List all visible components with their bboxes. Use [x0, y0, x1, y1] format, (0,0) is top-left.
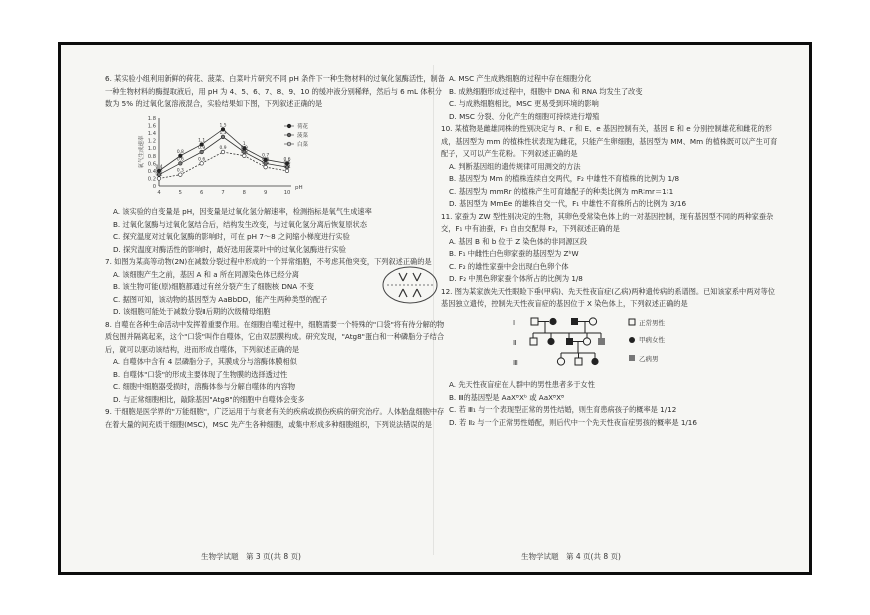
q6-option-d: D. 探究温度对酶活性的影响时，最好选用菠菜叶中的过氧化氢酶进行实验 [113, 244, 346, 254]
legend-entry: 菠菜 [297, 132, 309, 139]
data-label: 0.5 [262, 160, 270, 166]
ph-line-chart [137, 114, 445, 205]
x-tick-label: 8 [242, 189, 246, 196]
q11-option-c: C. F₂ 的雄性家蚕中会出现白色卵个体 [449, 261, 569, 271]
data-label: 0.9 [240, 145, 248, 151]
y-tick-label: 0 [152, 183, 156, 190]
data-label: 0.6 [176, 156, 184, 162]
page-footer-right: 生物学试题 第 4 页(共 8 页) [521, 552, 621, 561]
q12-option-c: C. 若 Ⅲ₁ 与一个表现型正常的男性结婚，则生育患病孩子的概率是 1/12 [449, 405, 677, 414]
data-label: 0.8 [240, 149, 248, 155]
cell-division-diagram [381, 265, 439, 305]
pedigree-male [531, 318, 538, 325]
gen-label-1: Ⅰ [513, 318, 516, 327]
exam-paper [61, 45, 809, 572]
data-label: 1.1 [198, 137, 206, 143]
q7-option-b: B. 该生物可能(原)细胞都通过有丝分裂产生了细胞核 DNA 不变 [113, 282, 314, 291]
q8-option-b: B. 自噬体"口袋"的形成主要体现了生物膜的选择透过性 [113, 369, 288, 379]
x-tick-label: 5 [178, 189, 182, 196]
q12-option-b: B. Ⅲ的基因型是 AaXᴮXᵇ 或 AaXᴮXᴮ [449, 392, 565, 402]
y-tick-label: 0.2 [147, 175, 156, 182]
legend-disease-b-male: 乙病男 [639, 354, 659, 363]
data-label: 0.5 [283, 160, 291, 166]
data-label: 0.9 [219, 145, 227, 151]
pedigree-female-affected [547, 337, 554, 344]
question-8: 8. 自噬在各种生命活动中发挥着重要作用。在细胞自噬过程中，细胞需要一个特殊的"口袋"将有待分解的物质包围并隔离起来，这个"口袋"叫作自噬体，它由双层膜构成。研究发现，"Atg8"蛋白和一种磷脂分子结合后，就可以驱动该结构，进而形成自噬体，下列叙述正确的是 [105, 319, 445, 354]
y-tick-label: 0.6 [147, 160, 156, 167]
data-label: 0.9 [198, 145, 206, 151]
pedigree-male-affected [566, 338, 573, 345]
q6-option-b: B. 过氧化氢酶与过氧化氢结合后，结构发生改变，与过氧化氢分离后恢复原状态 [113, 219, 367, 229]
q9-option-d: D. MSC 分裂、分化产生的细胞可持续进行增殖 [449, 111, 600, 121]
q8-option-d: D. 与正常细胞相比，敲除基因"Atg8"的细胞中自噬体会变多 [113, 394, 305, 404]
y-tick-label: 1.8 [147, 115, 156, 122]
data-label: 0.2 [155, 171, 163, 177]
data-label: 1.3 [219, 130, 227, 136]
q7-option-d: D. 该细胞可能处于减数分裂Ⅱ后期的次级精母细胞 [113, 307, 271, 316]
x-tick-label: 9 [264, 189, 268, 196]
y-axis-label: 氧气生成速率 [139, 134, 145, 169]
pedigree-male-affected [598, 338, 605, 345]
data-label: 0.8 [176, 149, 184, 155]
pedigree-female [583, 337, 590, 344]
chart-svg [137, 114, 337, 200]
right-column [441, 73, 781, 429]
q11-option-d: D. F₂ 中黑色卵家蚕个体所占的比例为 1/8 [449, 274, 583, 283]
q8-option-c: C. 细胞中细胞器受损时，溶酶体参与分解自噬体的内容物 [113, 382, 296, 391]
q12-option-d: D. 若 Ⅱ₂ 与一个正常男性婚配，则后代中一个先天性夜盲症男孩的概率是 1/16 [449, 417, 697, 427]
y-tick-label: 1.0 [147, 145, 156, 152]
y-tick-label: 1.4 [147, 130, 156, 137]
y-tick-label: 0.8 [147, 153, 156, 160]
q10-option-b: B. 基因型为 Mm 的植株连续自交两代，F₂ 中雄性不育植株的比例为 1/8 [449, 174, 680, 183]
pedigree-female-affected [591, 357, 598, 364]
q7-option-c: C. 据图可知，该动物的基因型为 AaBbDD，能产生两种类型的配子 [113, 294, 328, 304]
q8-option-a: A. 自噬体中含有 4 层磷脂分子，其膜成分与溶酶体膜相似 [113, 357, 297, 366]
q9-option-b: B. 成熟细胞形成过程中，细胞中 DNA 和 RNA 均发生了改变 [449, 86, 643, 96]
question-12: 12. 图为某家族先天性眼睑下垂(甲病)、先天性夜盲症(乙病)两种遗传病的系谱图。已知该家系中两对等位基因独立遗传，控制先天性夜盲症的基因位于 X 染色体上，下列叙述正确的是 [441, 286, 775, 308]
data-label: 1 [242, 141, 246, 147]
data-label: 0.6 [262, 156, 270, 162]
data-label: 0.6 [283, 156, 291, 162]
pedigree-chart [511, 313, 781, 378]
legend-disease-a-female: 甲病女性 [639, 335, 665, 344]
q10-option-c: C. 基因型为 mmRr 的植株产生可育雄配子的种类比例为 mR∶mr＝1∶1 [449, 186, 674, 196]
q9-option-a: A. MSC 产生成熟细胞的过程中存在细胞分化 [449, 74, 592, 83]
question-10: 10. 某植物是雌雄同株的性别决定与 R、r 和 E、e 基因控制有关，基因 E 和 e 分别控制雄花和雌花的形成，基因型为 mm 的植株性状表现为雌花，只能产生卵细胞，基因型为 MM、Mm 的植株既可以产生可育配子，又可以产生花粉。下列叙述正确的是 [441, 124, 778, 158]
q12-option-a: A. 先天性夜盲症在人群中的男性患者多于女性 [449, 380, 595, 389]
legend-entry: 荷花 [297, 123, 309, 130]
data-label: 0.4 [283, 164, 291, 170]
data-label: 0.7 [262, 153, 270, 159]
x-tick-label: 6 [200, 189, 204, 196]
pedigree-female [589, 317, 596, 324]
x-tick-label: 7 [221, 189, 225, 196]
q10-option-d: D. 基因型为 MmEe 的雄株自交一代，F₁ 中雄性不育株所占的比例为 3/16 [449, 199, 687, 208]
question-7: 7. 如图为某高等动物(2N)在减数分裂过程中形成的一个异常细胞，不考虑其他突变，下列叙述正确的是 [105, 257, 432, 266]
pedigree-female-affected [549, 317, 556, 324]
question-6: 6. 某实验小组利用新鲜的荷花、菠菜、白菜叶片研究不同 pH 条件下一种生物材料的过氧化氢酶活性，制备一种生物材料的酶提取液后，用 pH 为 4、5、6、7、8、9、10 的缓冲液分别稀释，然后与 6 mL 体积分数为 5% 的过氧化氢溶液混合，实验结果如下图，下列叙述正确的是 [105, 74, 445, 108]
data-label: 0.3 [176, 168, 184, 174]
left-column [105, 73, 445, 431]
q6-option-a: A. 该实验的自变量是 pH，因变量是过氧化氢分解速率，检测指标是氧气生成速率 [113, 207, 372, 216]
question-9: 9. 干细胞是医学界的"万能细胞"，广泛运用于与衰老有关的疾病或损伤疾病的研究治疗。人体胎盘细胞中存在着大量的间充质干细胞(MSC)，MSC 先产生各种细胞，或集中形成多种细胞组织，下列说法错误的是 [105, 407, 445, 429]
x-tick-label: 4 [157, 189, 161, 196]
data-label: 0.3 [155, 168, 163, 174]
gen-label-2: Ⅱ [513, 338, 517, 347]
q11-option-a: A. 基因 B 和 b 位于 Z 染色体的非同源区段 [449, 236, 588, 246]
y-tick-label: 1.6 [147, 123, 156, 130]
data-label: 1.5 [219, 122, 227, 128]
q10-option-a: A. 判断基因组的遗传规律可用测交的方法 [449, 161, 581, 171]
question-11: 11. 家蚕为 ZW 型性别决定的生物，其卵色受常染色体上的一对基因控制，现有基因型不同的两种家蚕杂交，F₁ 中有油蚕，F₁ 自由交配得 F₂，下列叙述正确的是 [441, 211, 774, 233]
legend-entry: 白菜 [297, 141, 309, 148]
y-tick-label: 0.4 [147, 168, 156, 175]
legend-normal-male: 正常男性 [639, 318, 665, 327]
q11-option-b: B. F₁ 中雌性白色卵家蚕的基因型为 ZᵇW [449, 249, 579, 258]
q6-option-c: C. 探究温度对过氧化氢酶的影响时，可在 pH 7～8 之间缩小梯度进行实验 [113, 232, 350, 241]
q9-option-c: C. 与成熟细胞相比，MSC 更易受到环境的影响 [449, 99, 599, 108]
pedigree-male [575, 358, 582, 365]
q7-option-a: A. 该细胞产生之前，基因 A 和 a 所在同源染色体已经分离 [113, 269, 299, 279]
gen-label-3: Ⅲ [513, 358, 518, 367]
pedigree-svg [511, 313, 711, 373]
data-label: 0.4 [155, 164, 163, 170]
pedigree-male [530, 338, 537, 345]
pedigree-male-affected [571, 318, 578, 325]
x-axis-label: pH [295, 184, 303, 191]
page-footer-left: 生物学试题 第 3 页(共 8 页) [201, 552, 301, 561]
y-tick-label: 1.2 [147, 138, 156, 145]
x-tick-label: 10 [283, 189, 291, 196]
pedigree-female [557, 357, 564, 364]
data-label: 0.6 [198, 156, 206, 162]
scan-frame [58, 42, 812, 575]
